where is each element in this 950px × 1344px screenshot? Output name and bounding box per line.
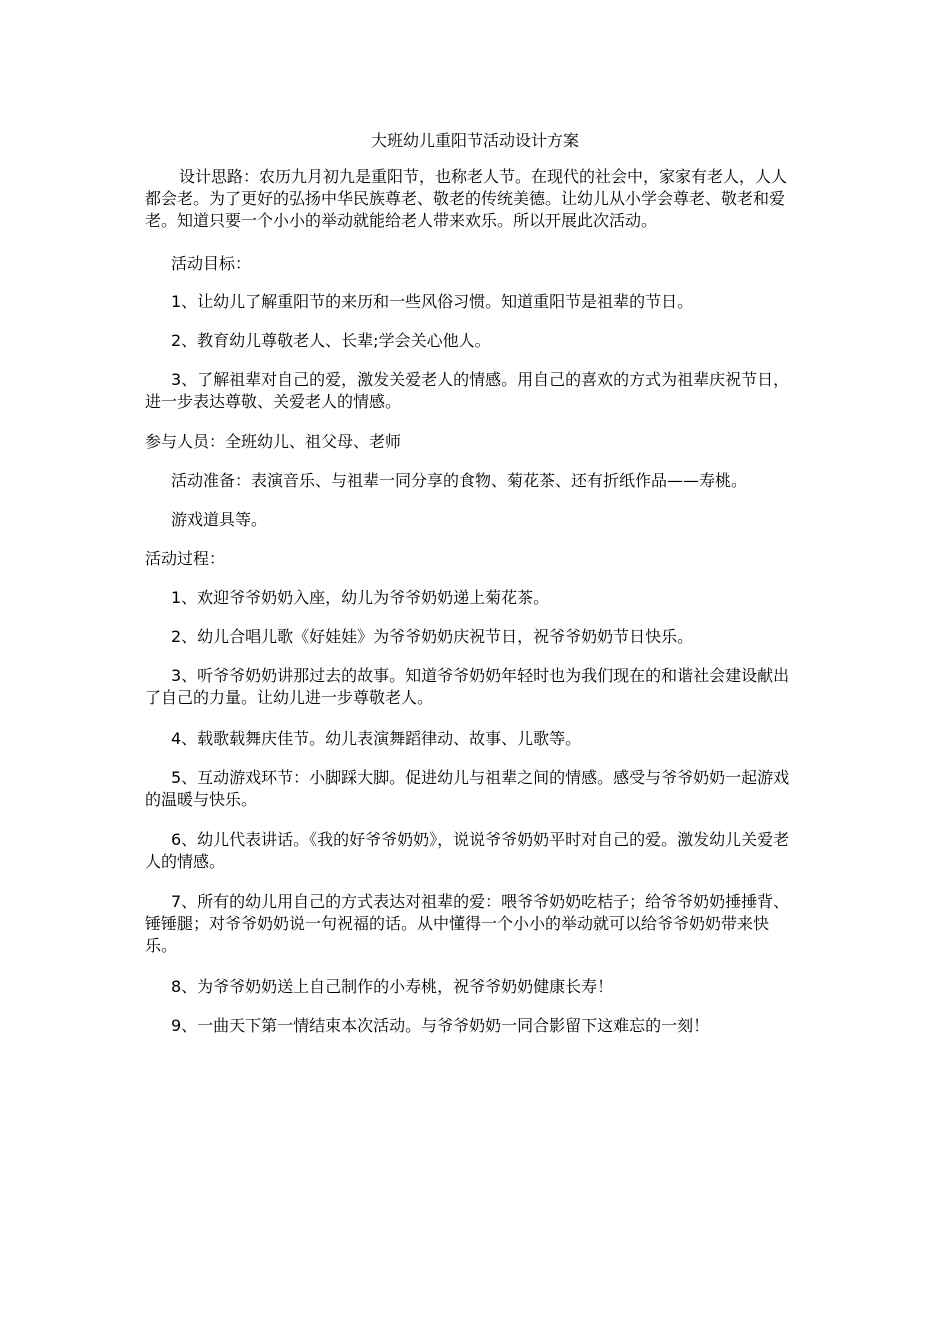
process-step: 1、欢迎爷爷奶奶入座，幼儿为爷爷奶奶递上菊花茶。 [171, 588, 550, 607]
process-step: 4、载歌载舞庆佳节。幼儿表演舞蹈律动、故事、儿歌等。 [171, 729, 582, 748]
document-title: 大班幼儿重阳节活动设计方案 [370, 131, 579, 150]
goal-item: 2、教育幼儿尊敬老人、长辈;学会关心他人。 [171, 331, 491, 350]
design-idea-paragraph: 设计思路：农历九月初九是重阳节，也称老人节。在现代的社会中，家家有老人，人人都会老。为了更好的弘扬中华民族尊老、敬老的传统美德。让幼儿从小学会尊老、敬老和爱老。知道只要一个小小的举动就能给老人带来欢乐。所以开展此次活动。 [145, 167, 788, 230]
process-heading: 活动过程： [145, 549, 226, 568]
preparation-line: 活动准备：表演音乐、与祖辈一同分享的食物、菊花茶、还有折纸作品——寿桃。 [171, 471, 748, 490]
process-step: 8、为爷爷奶奶送上自己制作的小寿桃，祝爷爷奶奶健康长寿！ [171, 977, 614, 996]
goal-item: 3、了解祖辈对自己的爱，激发关爱老人的情感。用自己的喜欢的方式为祖辈庆祝节日，进一步表达尊敬、关爱老人的情感。 [145, 370, 790, 411]
goals-heading: 活动目标： [171, 254, 252, 273]
goal-item: 1、让幼儿了解重阳节的来历和一些风俗习惯。知道重阳节是祖辈的节日。 [171, 292, 694, 311]
preparation-continued: 游戏道具等。 [171, 510, 268, 529]
process-step: 9、一曲天下第一情结束本次活动。与爷爷奶奶一同合影留下这难忘的一刻！ [171, 1016, 710, 1035]
process-step: 6、幼儿代表讲话。《我的好爷爷奶奶》，说说爷爷奶奶平时对自己的爱。激发幼儿关爱老人的情感。 [145, 830, 790, 871]
process-step: 7、所有的幼儿用自己的方式表达对祖辈的爱：喂爷爷奶奶吃桔子；给爷爷奶奶捶捶背、锤锤腿；对爷爷奶奶说一句祝福的话。从中懂得一个小小的举动就可以给爷爷奶奶带来快乐。 [145, 892, 790, 955]
process-step: 3、听爷爷奶奶讲那过去的故事。知道爷爷奶奶年轻时也为我们现在的和谐社会建设献出了自己的力量。让幼儿进一步尊敬老人。 [145, 666, 790, 707]
process-step: 2、幼儿合唱儿歌《好娃娃》为爷爷奶奶庆祝节日，祝爷爷奶奶节日快乐。 [171, 627, 694, 646]
participants-line: 参与人员：全班幼儿、祖父母、老师 [145, 432, 402, 451]
process-step: 5、互动游戏环节：小脚踩大脚。促进幼儿与祖辈之间的情感。感受与爷爷奶奶一起游戏的温暖与快乐。 [145, 768, 790, 809]
